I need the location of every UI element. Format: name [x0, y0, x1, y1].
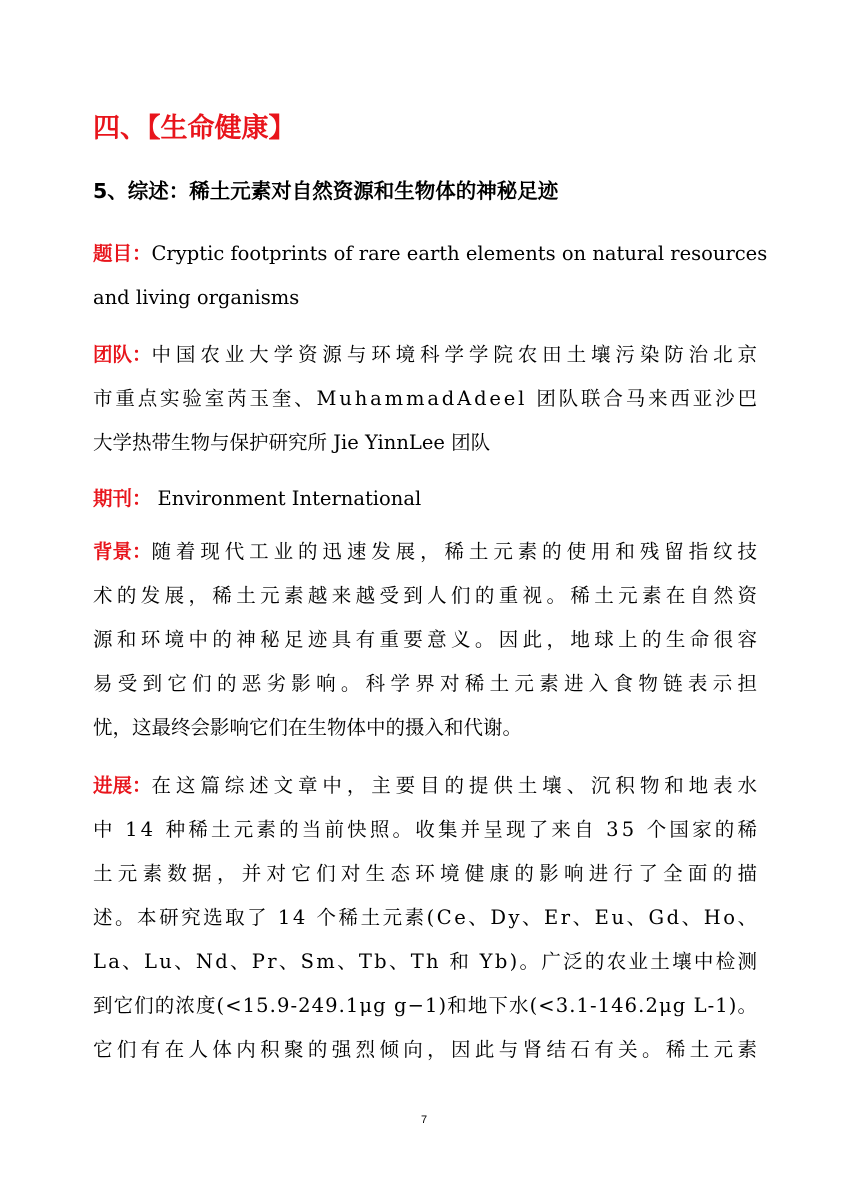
paper-title-paragraph [93, 232, 768, 320]
line-text: 在这篇综述文章中，主要目的提供土壤、沉积物和地表水 [151, 774, 762, 797]
line-text: 土元素数据，并对它们对生态环境健康的影响进行了全面的描 [93, 862, 763, 885]
paragraph-line [93, 896, 760, 940]
team-label: 团队： [93, 343, 152, 366]
background-paragraph [93, 530, 763, 750]
progress-label: 进展： [93, 774, 152, 797]
section-title: 四、【生命健康】 [93, 113, 296, 144]
paragraph-line [93, 706, 757, 750]
line-text: La、Lu、Nd、Pr、Sm、Tb、Th 和 Yb)。广泛的农业土壤中检测 [93, 950, 760, 973]
background-label: 背景： [93, 540, 152, 563]
journal-name: Environment International [157, 487, 422, 510]
page-number: 7 [420, 1114, 428, 1126]
paragraph-line [93, 333, 762, 377]
paragraph-line [93, 1028, 762, 1072]
line-text: Cryptic footprints of rare earth elements on natural resources [151, 242, 768, 265]
paragraph-line [93, 530, 762, 574]
paragraph-line [93, 662, 763, 706]
line-text: and living organisms [93, 286, 300, 309]
paragraph-line [93, 808, 761, 852]
line-text: 述。本研究选取了 14 个稀土元素(Ce、Dy、Er、Eu、Gd、Ho、 [93, 906, 760, 929]
line-text: 术的发展，稀土元素越来越受到人们的重视。稀土元素在自然资 [93, 584, 762, 607]
article-title: 5、综述：稀土元素对自然资源和生物体的神秘足迹 [93, 179, 559, 203]
paragraph-line [93, 574, 762, 618]
paragraph-line [93, 232, 768, 276]
paragraph-line [93, 276, 757, 320]
paragraph-line [93, 764, 762, 808]
journal-label: 期刊： [93, 487, 152, 510]
line-text: 忧，这最终会影响它们在生物体中的摄入和代谢。 [93, 716, 523, 739]
line-text: 它们有在人体内积聚的强烈倾向，因此与肾结石有关。稀土元素 [93, 1038, 762, 1061]
line-text: 中国农业大学资源与环境科学学院农田土壤污染防治北京 [151, 343, 762, 366]
line-text: 随着现代工业的迅速发展，稀土元素的使用和残留指纹技 [151, 540, 762, 563]
line-text: 市重点实验室芮玉奎、MuhammadAdeel 团队联合马来西亚沙巴 [93, 387, 760, 410]
paragraph-line [93, 421, 757, 465]
line-text: 中 14 种稀土元素的当前快照。收集并呈现了来自 35 个国家的稀 [93, 818, 761, 841]
team-paragraph [93, 333, 762, 465]
paragraph-line [93, 940, 760, 984]
paper-title-label: 题目： [93, 242, 152, 265]
paragraph-line [93, 618, 762, 662]
paragraph-line [93, 852, 763, 896]
line-text: 大学热带生物与保护研究所 Jie YinnLee 团队 [93, 431, 491, 454]
line-text: 易受到它们的恶劣影响。科学界对稀土元素进入食物链表示担 [93, 672, 763, 695]
paragraph-line [93, 984, 757, 1028]
journal-paragraph [93, 477, 757, 521]
line-text: 到它们的浓度(<15.9-249.1μg g−1)和地下水(<3.1-146.2μg L-1)。 [93, 994, 759, 1017]
paragraph-line [93, 377, 760, 421]
line-text: 源和环境中的神秘足迹具有重要意义。因此，地球上的生命很容 [93, 628, 762, 651]
progress-paragraph [93, 764, 763, 1072]
paragraph-line [93, 477, 757, 521]
